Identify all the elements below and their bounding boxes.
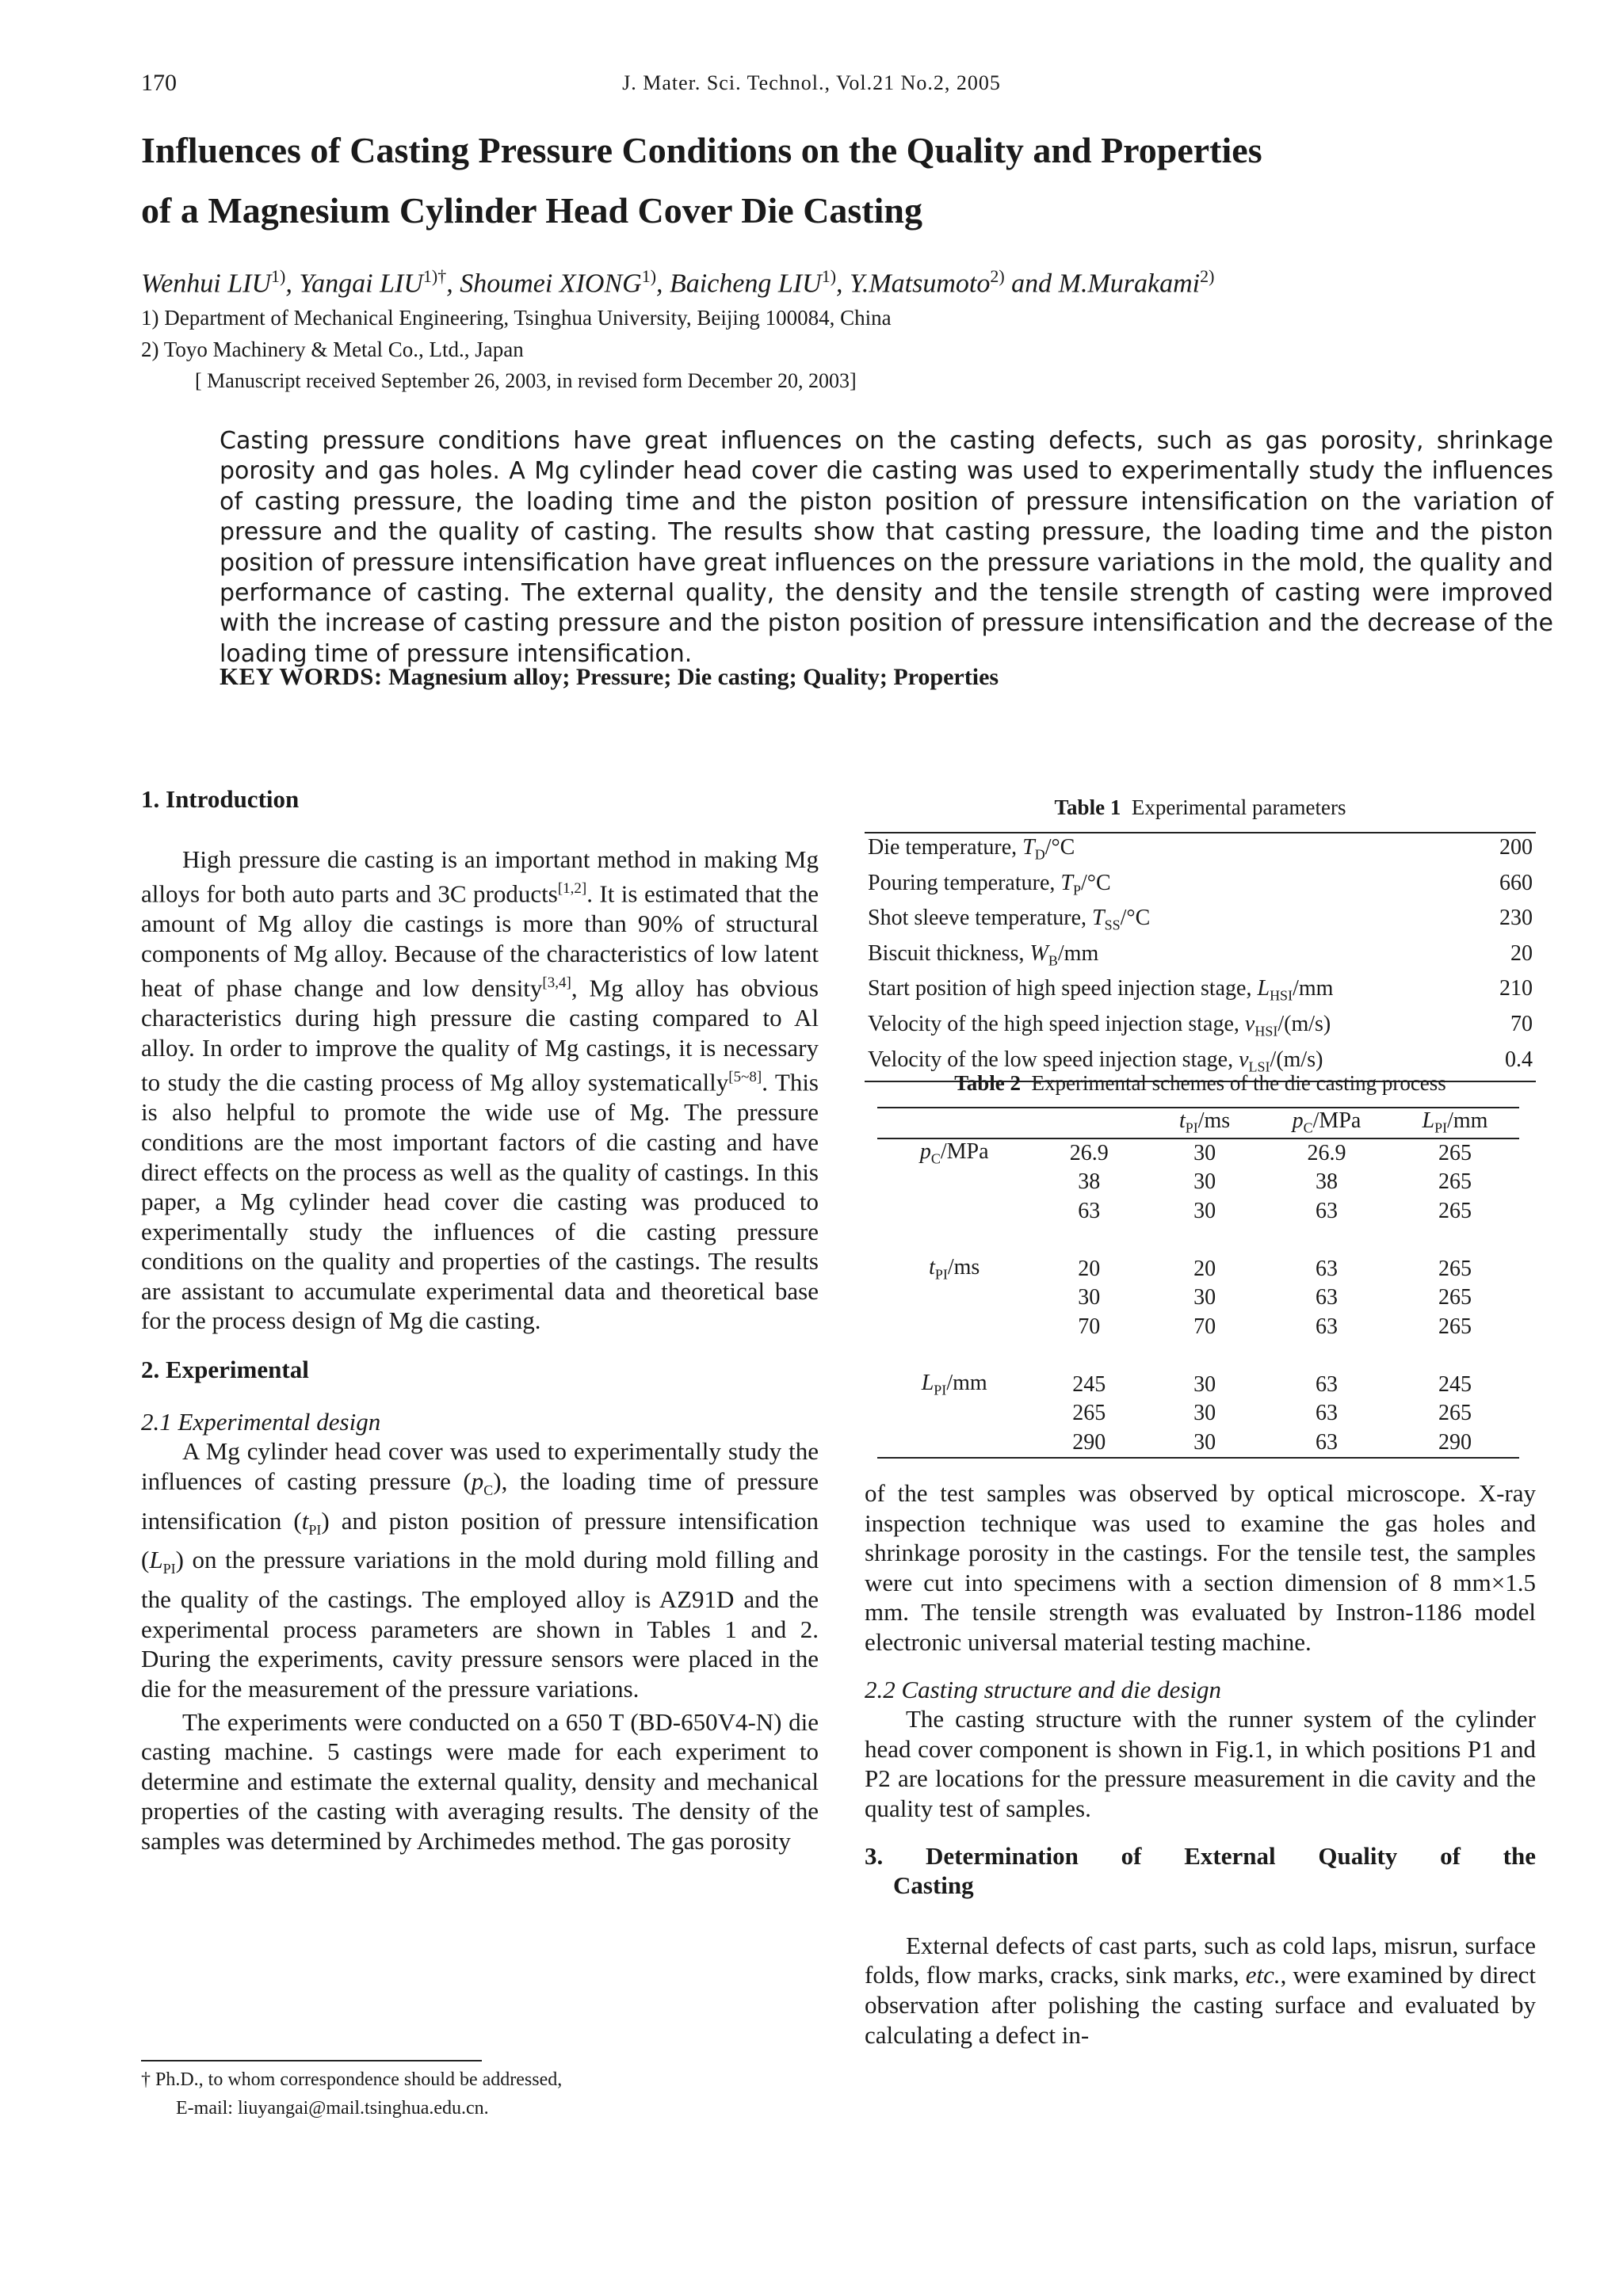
table2-cell: 63	[1315, 1401, 1338, 1426]
table2-group-label	[877, 1168, 1031, 1197]
table1-row	[865, 974, 1536, 1010]
table2-header-subscript: PI	[1434, 1120, 1448, 1137]
table2-cell: 30	[1193, 1169, 1216, 1195]
author-1-mark: 1)	[271, 266, 286, 286]
table2-cell: 63	[1315, 1314, 1338, 1339]
table1-parameter-symbol: L	[1257, 976, 1270, 1001]
table2-cell: 63	[1315, 1371, 1338, 1397]
table1-parameter-label: Die temperature,	[868, 835, 1023, 860]
table2-cell: 30	[1193, 1140, 1216, 1165]
p3-etc: etc.	[1245, 1961, 1281, 1989]
table2-cell: 245	[1438, 1371, 1472, 1397]
table1-value: 20	[1510, 940, 1533, 966]
table2-row	[877, 1138, 1519, 1169]
table1-parameter-symbol: v	[1244, 1011, 1255, 1036]
table2-group-label	[877, 1255, 1031, 1284]
table2-header-symbol: L	[1422, 1108, 1435, 1134]
table1-parameter-label: Start position of high speed injection stage,	[868, 976, 1258, 1001]
author-1: Wenhui LIU	[141, 269, 272, 299]
table1-parameter-label: Shot sleeve temperature,	[868, 906, 1093, 931]
table2-caption	[865, 1071, 1536, 1096]
subsection-heading-2-1: 2.1 Experimental design	[141, 1407, 381, 1436]
table2-cell: 265	[1438, 1198, 1472, 1223]
symbol-t: t	[301, 1506, 309, 1535]
table1-label: Table 1	[1054, 795, 1121, 819]
table1-row	[865, 869, 1536, 905]
table2-cell: 63	[1315, 1429, 1338, 1455]
table1-parameter	[868, 940, 1098, 975]
table2-header	[1147, 1108, 1262, 1138]
table2-cell: 63	[1315, 1285, 1338, 1310]
affiliation-1: 1) Department of Mechanical Engineering, Tsinghua University, Beijing 100084, China	[141, 306, 892, 330]
table2-cell: 20	[1078, 1256, 1101, 1281]
table1-value: 660	[1499, 870, 1533, 895]
table2-group-symbol: t	[929, 1254, 935, 1280]
table2-cell: 70	[1078, 1314, 1101, 1339]
table1-parameter-subscript: HSI	[1270, 987, 1293, 1004]
table2-cell: 20	[1193, 1256, 1216, 1281]
footnote-line-1: † Ph.D., to whom correspondence should be addressed,	[141, 2069, 563, 2090]
keywords-label: KEY WORDS:	[220, 662, 383, 690]
table1-parameter-unit: /(m/s)	[1270, 1047, 1323, 1072]
p21-text-2: ), the loading time of pressure intensification (	[141, 1466, 819, 1535]
journal-header: J. Mater. Sci. Technol., Vol.21 No.2, 2005	[622, 71, 1001, 94]
table2-cell: 265	[1438, 1169, 1472, 1195]
left-column	[141, 784, 819, 1856]
p21-text-1: A Mg cylinder head cover was used to experimentally study the influences of casting pressure (	[141, 1437, 819, 1495]
table1-parameter-subscript: SS	[1104, 917, 1121, 933]
table2-header-subscript: PI	[1185, 1120, 1198, 1137]
symbol-p: p	[471, 1466, 484, 1495]
table1-parameter-label: Pouring temperature,	[868, 870, 1061, 895]
table2-row	[877, 1313, 1519, 1342]
keywords-text: Magnesium alloy; Pressure; Die casting; Quality; Properties	[382, 664, 999, 690]
table2-group-label	[877, 1371, 1031, 1400]
citation-1-2: [1,2]	[557, 880, 587, 898]
author-5-mark: 2)	[990, 266, 1005, 286]
symbol-l: L	[149, 1546, 163, 1574]
table1-value: 210	[1499, 976, 1533, 1001]
table2-spacer-cell	[877, 1341, 1519, 1371]
table1-parameter-symbol: T	[1022, 835, 1035, 860]
p3-text-2: , were examined by direct observation after polishing the casting surface and evaluated by calculating a defect in-	[865, 1961, 1536, 2049]
title-line-2: of a Magnesium Cylinder Head Cover Die Casting	[141, 190, 922, 231]
table2-cell: 30	[1193, 1401, 1216, 1426]
table2-row	[877, 1399, 1519, 1428]
table1-parameter-label: Velocity of the high speed injection stage,	[868, 1011, 1245, 1036]
table2-cell: 245	[1072, 1371, 1106, 1397]
author-5: Y.Matsumoto	[850, 269, 991, 299]
intro-text-3: , Mg alloy has obvious characteristics during high pressure die casting compared to Al alloy. In order to improve the quality of Mg castings, it is necessary to study the die casting process of Mg alloy systematically	[141, 974, 819, 1097]
abstract: Casting pressure conditions have great influences on the casting defects, such as gas porosity, shrinkage porosity and gas holes. A Mg cylinder head cover die casting was used to experimentally study the influences of casting pressure, the loading time and the piston position of pressure intensification on the variation of pressure and the quality of casting. The results show that casting pressure, the loading time and the piston position of pressure intensification have great influences on the pressure variations in the mold, the quality and performance of casting. The external quality, the density and the tensile strength of casting were improved with the increase of casting pressure and the piston position of pressure intensification and the decrease of the loading time of pressure intensification.	[220, 427, 1553, 668]
table2-cell: 30	[1193, 1285, 1216, 1310]
table2-cell: 38	[1078, 1169, 1101, 1195]
table2-cell: 30	[1193, 1429, 1216, 1455]
table2-cell: 290	[1072, 1429, 1106, 1455]
p21-text-3: ) and piston position of pressure intensification (	[141, 1506, 819, 1574]
table2-header-symbol: t	[1178, 1108, 1186, 1134]
table2-cell: 26.9	[1069, 1140, 1109, 1165]
intro-text-2: . It is estimated that the amount of Mg alloy die castings is more than 90% of structural components of Mg alloy. Because of the characteristics of low latent heat of phase change and low density	[141, 879, 819, 1002]
section-heading-introduction: 1. Introduction	[141, 785, 300, 813]
table1-parameter-symbol: T	[1060, 870, 1073, 895]
table1-value: 0.4	[1505, 1047, 1533, 1072]
table1-parameter-subscript: LSI	[1248, 1058, 1270, 1075]
table2-label: Table 2	[954, 1071, 1021, 1095]
table1-parameter-label: Velocity of the low speed injection stage,	[868, 1047, 1239, 1072]
table2-cell: 265	[1438, 1256, 1472, 1281]
table2-cell: 265	[1438, 1401, 1472, 1426]
table2-spacer-row	[877, 1226, 1519, 1255]
table2	[877, 1107, 1519, 1459]
table1-value: 70	[1510, 1011, 1533, 1036]
table1-parameter-unit: /(m/s)	[1277, 1011, 1331, 1036]
table2-spacer-cell	[877, 1226, 1519, 1255]
table2-group-label	[877, 1197, 1031, 1226]
table2-cell: 70	[1193, 1314, 1216, 1339]
table2-cell: 30	[1078, 1285, 1101, 1310]
table2-title: Experimental schemes of the die casting process	[1031, 1071, 1446, 1095]
table2-cell: 63	[1315, 1198, 1338, 1223]
table1-parameter-subscript: HSI	[1254, 1023, 1278, 1039]
table1-row	[865, 940, 1536, 975]
sub-pi: PI	[308, 1521, 322, 1538]
table2-group-unit: /mm	[946, 1370, 987, 1395]
author-sep: ,	[836, 269, 850, 299]
table2-group-label	[877, 1313, 1031, 1342]
table1-parameter-symbol: T	[1092, 906, 1105, 931]
table2-group-label	[877, 1138, 1031, 1169]
table2-group-unit: /MPa	[940, 1138, 989, 1164]
footnote-rule	[141, 2060, 482, 2061]
table1-parameter	[868, 833, 1075, 869]
section-heading-3-line-2: Casting	[893, 1871, 974, 1900]
table1-row	[865, 1010, 1536, 1046]
experimental-paragraph-1	[141, 1436, 819, 1703]
table2-cell: 63	[1315, 1256, 1338, 1281]
table1-parameter-label: Biscuit thickness,	[868, 940, 1030, 966]
author-6-mark: 2)	[1200, 266, 1215, 286]
citation-3-4: [3,4]	[542, 974, 571, 992]
table2-cell: 26.9	[1307, 1140, 1346, 1165]
affiliation-2: 2) Toyo Machinery & Metal Co., Ltd., Japan	[141, 338, 524, 361]
table2-group-label	[877, 1399, 1031, 1428]
table2-spacer-row	[877, 1341, 1519, 1371]
table2-group-subscript: PI	[934, 1382, 947, 1398]
table2-header-empty-2	[1031, 1108, 1147, 1138]
table2-cell: 63	[1078, 1198, 1101, 1223]
section-heading-3-line-1: 3. Determination of External Quality of the	[865, 1841, 1536, 1870]
table2-row	[877, 1255, 1519, 1284]
table1-parameter	[868, 1010, 1331, 1046]
table2-row	[877, 1197, 1519, 1226]
author-and: and	[1004, 269, 1059, 299]
table1-parameter-unit: /°C	[1120, 906, 1151, 931]
table2-group-label	[877, 1283, 1031, 1313]
author-6: M.Murakami	[1058, 269, 1201, 299]
casting-structure-paragraph: The casting structure with the runner system of the cylinder head cover component is shown in Fig.1, in which positions P1 and P2 are locations for the pressure measurement in die cavity and the quality test of samples.	[865, 1705, 1536, 1822]
table2-cell: 265	[1072, 1401, 1106, 1426]
table2-header-subscript: C	[1303, 1120, 1313, 1137]
right-column	[865, 1478, 1536, 2050]
table2-header-unit: /ms	[1197, 1108, 1231, 1134]
table2-group-symbol: p	[919, 1138, 931, 1164]
table1-parameter-subscript: D	[1034, 846, 1045, 863]
table1-value: 200	[1499, 835, 1533, 860]
table1	[865, 832, 1536, 1082]
author-2: Yangai LIU	[299, 269, 423, 299]
author-2-mark: 1)†	[422, 266, 447, 286]
table2-cell: 265	[1438, 1285, 1472, 1310]
table1-caption	[865, 795, 1536, 820]
author-3-mark: 1)	[641, 266, 657, 286]
table1-value: 230	[1499, 906, 1533, 931]
table1-parameter-symbol: v	[1239, 1047, 1249, 1072]
footnote-line-2: E-mail: liuyangai@mail.tsinghua.edu.cn.	[176, 2098, 489, 2119]
table2-cell: 265	[1438, 1140, 1472, 1165]
author-4-mark: 1)	[821, 266, 837, 286]
author-list	[141, 266, 1214, 299]
citation-5-8: [5~8]	[728, 1069, 762, 1086]
table2-row	[877, 1283, 1519, 1313]
author-sep: ,	[446, 269, 460, 299]
p21-text-4: ) on the pressure variations in the mold during mold filling and the quality of the castings. The employed alloy is AZ91D and the experimental process parameters are shown in Tables 1 and 2. During the experiments, cavity pressure sensors were placed in the die for the measurement of the pressure variations.	[141, 1546, 819, 1703]
table2-group-symbol: L	[921, 1370, 934, 1395]
keywords	[220, 662, 999, 691]
table2-cell: 290	[1438, 1429, 1472, 1455]
subsection-heading-2-2: 2.2 Casting structure and die design	[865, 1675, 1222, 1703]
table1-parameter-subscript: P	[1072, 882, 1081, 898]
table2-header-symbol: p	[1292, 1108, 1304, 1134]
author-4: Baicheng LIU	[670, 269, 822, 299]
table2-header	[1391, 1108, 1519, 1138]
table2-group-subscript: C	[930, 1150, 941, 1167]
table1-parameter-unit: /mm	[1057, 940, 1099, 966]
table1-title: Experimental parameters	[1131, 795, 1346, 819]
table2-cell: 30	[1193, 1198, 1216, 1223]
table1-parameter-subscript: B	[1048, 952, 1058, 969]
author-sep: ,	[656, 269, 670, 299]
sub-c: C	[483, 1482, 494, 1499]
author-3: Shoumei XIONG	[460, 269, 642, 299]
table1-parameter	[868, 869, 1111, 905]
table2-group-label	[877, 1428, 1031, 1458]
table2-cell: 265	[1438, 1314, 1472, 1339]
sub-pi-2: PI	[162, 1561, 176, 1577]
external-defects-paragraph	[865, 1931, 1536, 2050]
table2-row	[877, 1168, 1519, 1197]
table1-parameter-unit: /mm	[1293, 976, 1334, 1001]
intro-paragraph	[141, 845, 819, 1336]
table1-row	[865, 904, 1536, 940]
table1-parameter	[868, 904, 1150, 940]
table2-header	[1262, 1108, 1391, 1138]
page-number: 170	[141, 70, 177, 96]
table1-parameter-unit: /°C	[1044, 835, 1075, 860]
table2-group-unit: /ms	[947, 1254, 980, 1280]
title-line-1: Influences of Casting Pressure Conditions on the Quality and Properties	[141, 130, 1262, 170]
table2-header-unit: /MPa	[1312, 1108, 1361, 1134]
table1-row	[865, 833, 1536, 869]
table2-row	[877, 1428, 1519, 1458]
table2-cell: 38	[1315, 1169, 1338, 1195]
manuscript-received: [ Manuscript received September 26, 2003, in revised form December 20, 2003]	[195, 369, 857, 392]
intro-text-1: High pressure die casting is an important method in making Mg alloys for both auto parts and 3C products	[141, 845, 819, 908]
intro-text-4: . This is also helpful to promote the wide use of Mg. The pressure conditions are the most important factors of die casting and have direct effects on the process as well as the quality of castings. In this paper, a Mg cylinder head cover die casting was produced to experimentally study the influences of die casting pressure conditions on the quality and properties of the castings. The results are assistant to accumulate experimental data and theoretical base for the process design of Mg die casting.	[141, 1068, 819, 1335]
table2-cell: 30	[1193, 1371, 1216, 1397]
p3-text-1: External defects of cast parts, such as cold laps, misrun, surface folds, flow marks, cracks, sink marks,	[865, 1931, 1536, 1989]
table2-group-subscript: PI	[934, 1266, 948, 1283]
section-heading-experimental: 2. Experimental	[141, 1356, 309, 1384]
table2-row	[877, 1371, 1519, 1400]
table2-header-empty-1	[877, 1108, 1031, 1138]
table1-parameter-symbol: W	[1029, 940, 1048, 966]
table2-header-unit: /mm	[1447, 1108, 1488, 1134]
experimental-paragraph-2: The experiments were conducted on a 650 T (BD-650V4-N) die casting machine. 5 castings were made for each experiment to determine and estimate the external quality, density and mechanical properties of the casting with averaging results. The density of the samples was determined by Archimedes method. The gas porosity	[141, 1707, 819, 1855]
table1-parameter	[868, 974, 1333, 1010]
table1-parameter-unit: /°C	[1080, 870, 1111, 895]
experimental-paragraph-3: of the test samples was observed by optical microscope. X-ray inspection technique was used to examine the gas holes and shrinkage porosity in the castings. For the tensile test, the samples were cut into specimens with a section dimension of 8 mm×1.5 mm. The tensile strength was evaluated by Instron-1186 model electronic universal material testing machine.	[865, 1479, 1536, 1656]
paper-title	[141, 120, 1552, 241]
author-sep: ,	[285, 269, 300, 299]
